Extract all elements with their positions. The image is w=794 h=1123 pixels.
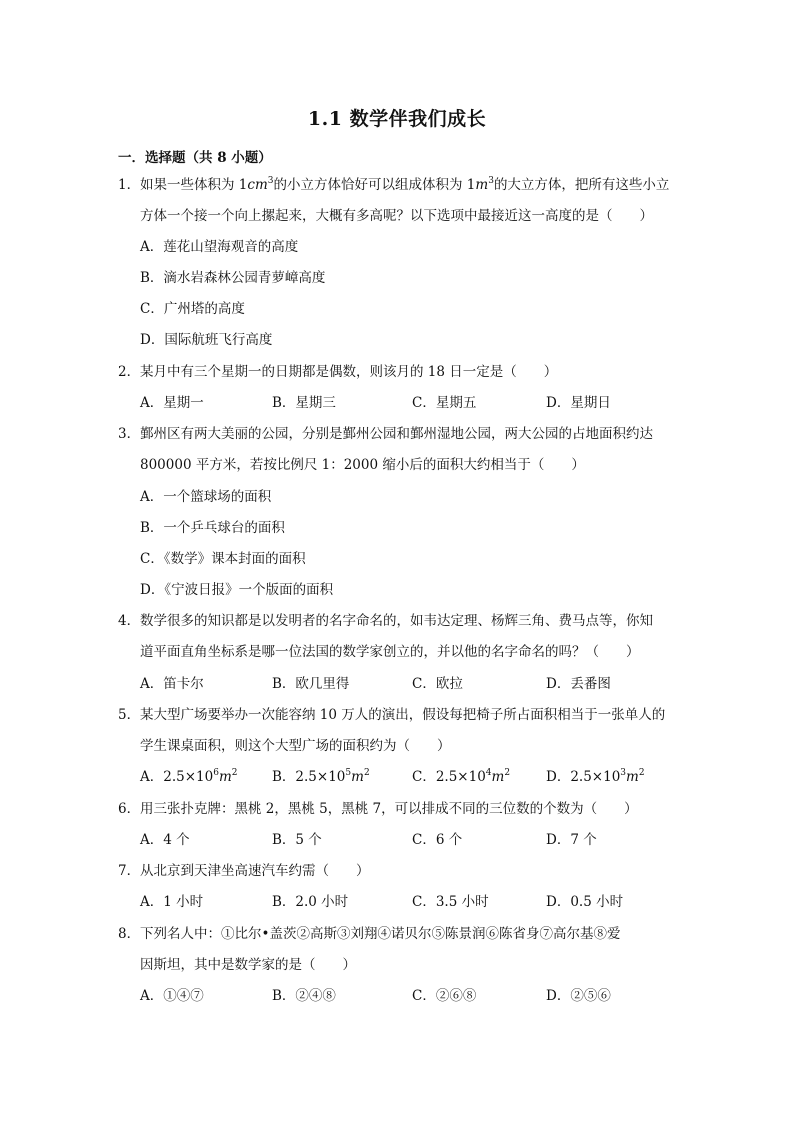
question-text-line: 因斯坦，其中是数学家的是（ ） [140, 957, 356, 973]
question-number: 8． [118, 926, 141, 942]
option-a: A．莲花山望海观音的高度 [140, 239, 299, 255]
option-b: B．5 个 [272, 832, 322, 848]
page-title: 1.1 数学伴我们成长 [307, 108, 487, 130]
option-d: D．星期日 [546, 395, 611, 411]
question-number: 4． [118, 613, 141, 629]
option-a: A．笛卡尔 [140, 676, 204, 692]
question-6: 6．用三张扑克牌：黑桃 2，黑桃 5，黑桃 7，可以排成不同的三位数的个数为（ ） [118, 801, 638, 817]
option-c: C．欧拉 [412, 676, 463, 692]
question-3: 3．鄞州区有两大美丽的公园，分别是鄞州公园和鄞州湿地公园，两大公园的占地面积约达 [118, 426, 653, 442]
option-d: D．《宁波日报》一个版面的面积 [140, 582, 334, 598]
option-c: C．3.5 小时 [412, 894, 489, 910]
option-d: D．7 个 [546, 832, 597, 848]
question-number: 7． [118, 863, 141, 879]
question-text-line: 道平面直角坐标系是哪一位法国的数学家创立的，并以他的名字命名的吗？（ ） [140, 644, 640, 660]
option-c: C．6 个 [412, 832, 463, 848]
question-1: 1．如果一些体积为 $1cm^3$的小立方体恰好可以组成体积为 $1m^3$的大立方体，把所有这些小立 [118, 176, 670, 193]
option-a: A．4 个 [140, 832, 190, 848]
option-a: A．①④⑦ [140, 988, 204, 1004]
question-text-line: 学生课桌面积，则这个大型广场的面积约为（ ） [140, 738, 451, 754]
option-a: A．$2.5\times 10^6m^2$ [140, 768, 238, 785]
option-b: B．欧几里得 [272, 676, 350, 692]
option-b: B．星期三 [272, 395, 336, 411]
question-5: 5．某大型广场要举办一次能容纳 10 万人的演出，假设每把椅子所占面积相当于一张单人的 [118, 707, 666, 723]
question-2: 2．某月中有三个星期一的日期都是偶数，则该月的 18 日一定是（ ） [118, 364, 558, 380]
section-heading: 一．选择题（共 8 小题） [118, 150, 272, 166]
question-number: 3． [118, 426, 141, 442]
question-8: 8．下列名人中：①比尔•盖茨②高斯③刘翔④诺贝尔⑤陈景润⑥陈省身⑦高尔基⑧爱 [118, 926, 621, 942]
question-text-line: 800000 平方米，若按比例尺 1：2000 缩小后的面积大约相当于（ ） [140, 457, 585, 473]
option-d: D．国际航班飞行高度 [140, 332, 273, 348]
option-d: D．丢番图 [546, 676, 611, 692]
question-number: 6． [118, 801, 141, 817]
question-number: 1． [118, 177, 141, 193]
option-c: C．广州塔的高度 [140, 301, 245, 317]
option-d: D．0.5 小时 [546, 894, 624, 910]
option-a: A．1 小时 [140, 894, 204, 910]
option-b: B．$2.5\times 10^5m^2$ [272, 768, 370, 785]
option-c: C．星期五 [412, 395, 477, 411]
question-number: 5． [118, 707, 141, 723]
option-a: A．星期一 [140, 395, 204, 411]
option-d: D．②⑤⑥ [546, 988, 611, 1004]
option-b: B．2.0 小时 [272, 894, 349, 910]
question-number: 2． [118, 364, 141, 380]
option-c: C．②⑥⑧ [412, 988, 477, 1004]
option-b: B．一个乒乓球台的面积 [140, 520, 285, 536]
question-7: 7．从北京到天津坐高速汽车约需（ ） [118, 863, 370, 879]
option-b: B．滴水岩森林公园青萝嶂高度 [140, 270, 326, 286]
question-4: 4．数学很多的知识都是以发明者的名字命名的，如韦达定理、杨辉三角、费马点等，你知 [118, 613, 653, 629]
option-c: C．$2.5\times 10^4m^2$ [412, 768, 511, 785]
option-a: A．一个篮球场的面积 [140, 489, 272, 505]
option-b: B．②④⑧ [272, 988, 336, 1004]
option-d: D．$2.5\times 10^3m^2$ [546, 768, 645, 785]
option-c: C．《数学》课本封面的面积 [140, 551, 306, 567]
question-text-line: 方体一个接一个向上摞起来，大概有多高呢？以下选项中最接近这一高度的是（ ） [140, 208, 653, 224]
